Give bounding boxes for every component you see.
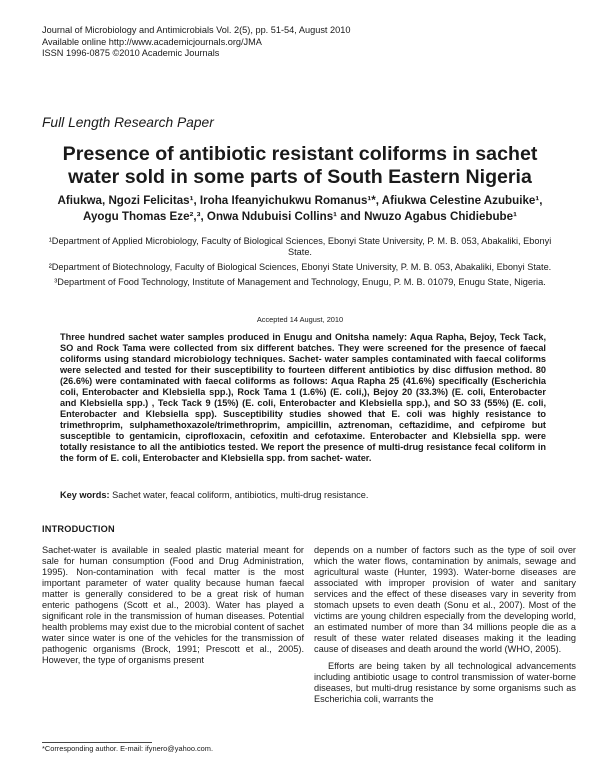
abstract: Three hundred sachet water samples produced in Enugu and Onitsha namely: Aqua Rapha, Bejoy, Teck Tack, SO and Rock Tama were collected from six different batches. They were screened for the presence of faecal coliforms using standard microbiology techniques. Sachet- water samples contaminated with faecal coliforms were selected and tested for their susceptibility to fourteen different antibiotics by disc diffusion method. 80 (26.6%) were contaminated with faecal coliforms as follows: Aqua Rapha 25 (41.6%) specifically (Escherichia coli, Enterobacter and Klebsiella spp.), Rock Tama 1 (1.6%) (E. coli,), Bejoy 20 (33.3%) (E. coli, Enterobacter and Klebsiella spp.) , Teck Tack 9 (15%) (E. coli, Enterobacter and Klebsiella spp.), and SO 33 (55%) (E. coli, Enterobacter and Klebsiella spp). Susceptibility studies showed that E. coli was highly resistance to trimethroprim, sulphamethoxazole/trimethroprim, ampicillin, aztrenoman, ceftazidime, and cefpirome but susceptible to gentamicin, ciprofloxacin, cefoxitin and cefotaxime. Enterobacter and Klebsiella spp. were totally resistance to all the antibiotics tested. We report the presence of multi-drug resistance fecal coliform in the form of E. coli, Enterobacter and Klebsiella spp. from sachet- water. <box>60 332 546 463</box>
corresponding-author-footnote: *Corresponding author. E-mail: ifynero@yahoo.com. <box>42 744 214 753</box>
intro-paragraph-2: depends on a number of factors such as the type of soil over which the water flows, contamination by animals, sewage and agricultural waste (Hunter, 1993). Water-borne diseases are associated with improper provision of water and sanitary services and the effect of these diseases vary in severity from stomach upsets to even death (Sonu et al., 2007). Most of the victims are young children especially from the developing world, an estimated number of more than 34 millions people die as a result of these water related diseases making it the leading cause of diseases and death around the world (WHO, 2005). <box>314 545 576 654</box>
paper-title <box>40 143 560 189</box>
journal-citation: Journal of Microbiology and Antimicrobials Vol. 2(5), pp. 51-54, August 2010 <box>42 25 351 35</box>
paper-type: Full Length Research Paper <box>42 115 214 130</box>
intro-paragraph-1: Sachet-water is available in sealed plastic material meant for sale for human consumption (Food and Drug Administration, 1995). Non-contamination with fecal matter is the most important parameter of water quality because human faecal matter is generally considered to be a great risk of human enteric pathogens (Scott et al., 2003). Water has played a significant role in the transmission of human diseases. Potential health problems may exist due to the microbial content of sachet water since water is one of the vehicles for the transmission of pathogenic organisms (Brock, 1991; Prescott et al., 2005). However, the type of organisms present <box>42 545 304 665</box>
journal-header <box>42 25 350 60</box>
section-heading-introduction: INTRODUCTION <box>42 524 115 534</box>
journal-url: Available online http://www.academicjournals.org/JMA <box>42 36 262 47</box>
affiliations <box>44 236 556 292</box>
accepted-date: Accepted 14 August, 2010 <box>256 315 344 324</box>
title-line-1: Presence of antibiotic resistant coliforms in sachet <box>62 143 538 165</box>
affiliation-3: ³Department of Food Technology, Institute of Management and Technology, Enugu, P. M. B. 01079, Enugu State, Nigeria. <box>54 277 546 287</box>
authors-line-2: Ayogu Thomas Eze²,³, Onwa Ndubuisi Collins¹ and Nwuzo Agabus Chidiebube¹ <box>83 210 517 223</box>
affiliation-2: ²Department of Biotechnology, Faculty of Biological Sciences, Ebonyi State University, P. M. B. 053, Abakaliki, Ebonyi State. <box>48 262 552 272</box>
title-line-2: water sold in some parts of South Eastern Nigeria <box>68 166 532 188</box>
author-list <box>36 193 564 225</box>
journal-issn: ISSN 1996-0875 ©2010 Academic Journals <box>42 48 220 58</box>
keywords-label: Key words: <box>60 490 110 500</box>
body-column-right <box>314 545 576 705</box>
intro-paragraph-3: Efforts are being taken by all technological advancements including antibiotic usage to control transmission of water-borne diseases, but multi-drug resistance by some organisms such as Escherichia coli, warrants the <box>314 661 576 704</box>
affiliation-1: ¹Department of Applied Microbiology, Faculty of Biological Sciences, Ebonyi State University, P. M. B. 053, Abakaliki, Ebonyi State. <box>48 236 552 257</box>
authors-line-1: Afiukwa, Ngozi Felicitas¹, Iroha Ifeanyichukwu Romanus¹*, Afiukwa Celestine Azubuike¹, <box>57 194 543 207</box>
keywords <box>60 490 546 501</box>
footnote-divider <box>42 742 152 743</box>
keywords-text: Sachet water, feacal coliform, antibiotics, multi-drug resistance. <box>112 490 369 500</box>
body-column-left <box>42 545 304 666</box>
